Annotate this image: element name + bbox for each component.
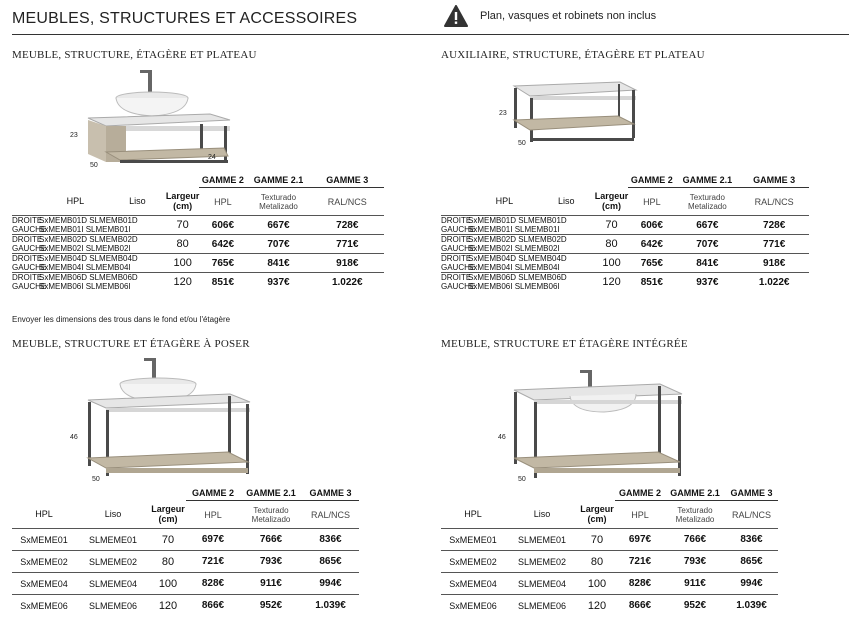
section-title: MEUBLE, STRUCTURE, ÉTAGÈRE ET PLATEAU	[12, 49, 257, 61]
col-header-liso: Liso	[558, 196, 575, 207]
col-header-g3: RAL/NCS	[310, 509, 350, 520]
gamme-header: GAMME 3	[725, 486, 778, 501]
gamme-header: GAMME 2.1	[240, 486, 302, 501]
dimension-height: 23	[70, 132, 78, 139]
footnote: Envoyer les dimensions des trous dans le fond et/ou l'étagère	[12, 315, 231, 324]
warning-note	[444, 5, 656, 27]
col-header-hpl: HPL	[35, 509, 53, 520]
table-row: SxMEME06 SLMEME06 120 866€ 952€ 1.039€	[12, 595, 359, 617]
col-header-g2: HPL	[204, 509, 222, 520]
col-header-largeur: Largeur (cm)	[594, 191, 629, 212]
col-header-g3: RAL/NCS	[754, 196, 794, 207]
page-title: MEUBLES, STRUCTURES ET ACCESSOIRES	[12, 10, 358, 27]
gamme-header: GAMME 2.1	[665, 486, 725, 501]
header-rule	[12, 34, 849, 35]
table-row: DROITESxMEMB01D SLMEMB01D GAUCHESxMEMB01I SLMEMB01I 70 606€ 667€ 728€	[441, 216, 809, 235]
col-header-largeur: Largeur (cm)	[151, 504, 185, 525]
gamme-header: GAMME 2	[628, 173, 675, 188]
col-header-liso: Liso	[104, 509, 122, 520]
product-image-etagere-poser	[80, 354, 260, 484]
table-row: DROITESxMEMB04D SLMEMB04D GAUCHESxMEMB04I SLMEMB04I 100 765€ 841€ 918€	[12, 254, 384, 273]
col-header-g2: HPL	[631, 509, 649, 520]
col-header-g3: RAL/NCS	[731, 509, 771, 520]
col-header-g2: HPL	[643, 196, 661, 207]
table-row: SxMEME06 SLMEME06 120 866€ 952€ 1.039€	[441, 595, 778, 617]
col-header-hpl: HPL	[66, 196, 85, 207]
table-row: DROITESxMEMB06D SLMEMB06D GAUCHESxMEMB06I SLMEMB06I 120 851€ 937€ 1.022€	[12, 273, 384, 292]
col-header-hpl: HPL	[464, 509, 482, 520]
dimension-height: 23	[499, 110, 507, 117]
table-row: DROITESxMEMB02D SLMEMB02D GAUCHESxMEMB02I SLMEMB02I 80 642€ 707€ 771€	[441, 235, 809, 254]
dimension-width: 24	[208, 154, 216, 161]
gamme-header: GAMME 2.1	[675, 173, 739, 188]
dimension-height: 46	[70, 434, 78, 441]
warning-text: Plan, vasques et robinets non inclus	[480, 10, 657, 22]
col-header-g21: Texturado Metalizado	[687, 192, 727, 211]
product-image-auxiliaire	[510, 80, 640, 150]
table-row: DROITESxMEMB02D SLMEMB02D GAUCHESxMEMB02I SLMEMB02I 80 642€ 707€ 771€	[12, 235, 384, 254]
gamme-header: GAMME 3	[739, 173, 809, 188]
col-header-g21: Texturado Metalizado	[259, 192, 298, 211]
col-header-g21: Texturado Metalizado	[251, 505, 291, 524]
warning-triangle-icon	[444, 5, 468, 27]
section-title: MEUBLE, STRUCTURE ET ÉTAGÈRE INTÉGRÉE	[441, 338, 688, 350]
section-title: AUXILIAIRE, STRUCTURE, ÉTAGÈRE ET PLATEAU	[441, 49, 705, 61]
dimension-depth: 50	[90, 162, 98, 169]
col-header-g3: RAL/NCS	[327, 196, 367, 207]
table-row: SxMEME01 SLMEME01 70 697€ 766€ 836€	[441, 529, 778, 551]
table-row: DROITESxMEMB01D SLMEMB01D GAUCHESxMEMB01I SLMEMB01I 70 606€ 667€ 728€	[12, 216, 384, 235]
price-table	[441, 486, 778, 616]
col-header-largeur: Largeur (cm)	[580, 504, 614, 525]
gamme-header: GAMME 2	[615, 486, 665, 501]
col-header-g21: Texturado Metalizado	[675, 505, 715, 524]
dimension-height: 46	[498, 434, 506, 441]
gamme-header: GAMME 3	[311, 173, 384, 188]
table-row: SxMEME02 SLMEME02 80 721€ 793€ 865€	[441, 551, 778, 573]
col-header-liso: Liso	[533, 509, 551, 520]
price-table	[441, 173, 809, 291]
table-row: DROITESxMEMB06D SLMEMB06D GAUCHESxMEMB06I SLMEMB06I 120 851€ 937€ 1.022€	[441, 273, 809, 292]
table-row: SxMEME04 SLMEME04 100 828€ 911€ 994€	[12, 573, 359, 595]
product-image-etagere-integree	[510, 366, 690, 486]
price-table	[12, 173, 384, 291]
gamme-header: GAMME 2	[186, 486, 240, 501]
dimension-depth: 50	[92, 476, 100, 483]
dimension-depth: 50	[518, 140, 526, 147]
col-header-hpl: HPL	[495, 196, 514, 207]
col-header-g2: HPL	[214, 196, 232, 207]
price-table	[12, 486, 359, 616]
section-title: MEUBLE, STRUCTURE ET ÉTAGÈRE À POSER	[12, 338, 250, 350]
col-header-largeur: Largeur (cm)	[165, 191, 200, 212]
gamme-header: GAMME 2.1	[246, 173, 310, 188]
gamme-header: GAMME 2	[199, 173, 246, 188]
gamme-header: GAMME 3	[302, 486, 359, 501]
col-header-liso: Liso	[129, 196, 146, 207]
table-row: DROITESxMEMB04D SLMEMB04D GAUCHESxMEMB04I SLMEMB04I 100 765€ 841€ 918€	[441, 254, 809, 273]
table-row: SxMEME01 SLMEME01 70 697€ 766€ 836€	[12, 529, 359, 551]
table-row: SxMEME02 SLMEME02 80 721€ 793€ 865€	[12, 551, 359, 573]
dimension-depth: 50	[518, 476, 526, 483]
table-row: SxMEME04 SLMEME04 100 828€ 911€ 994€	[441, 573, 778, 595]
